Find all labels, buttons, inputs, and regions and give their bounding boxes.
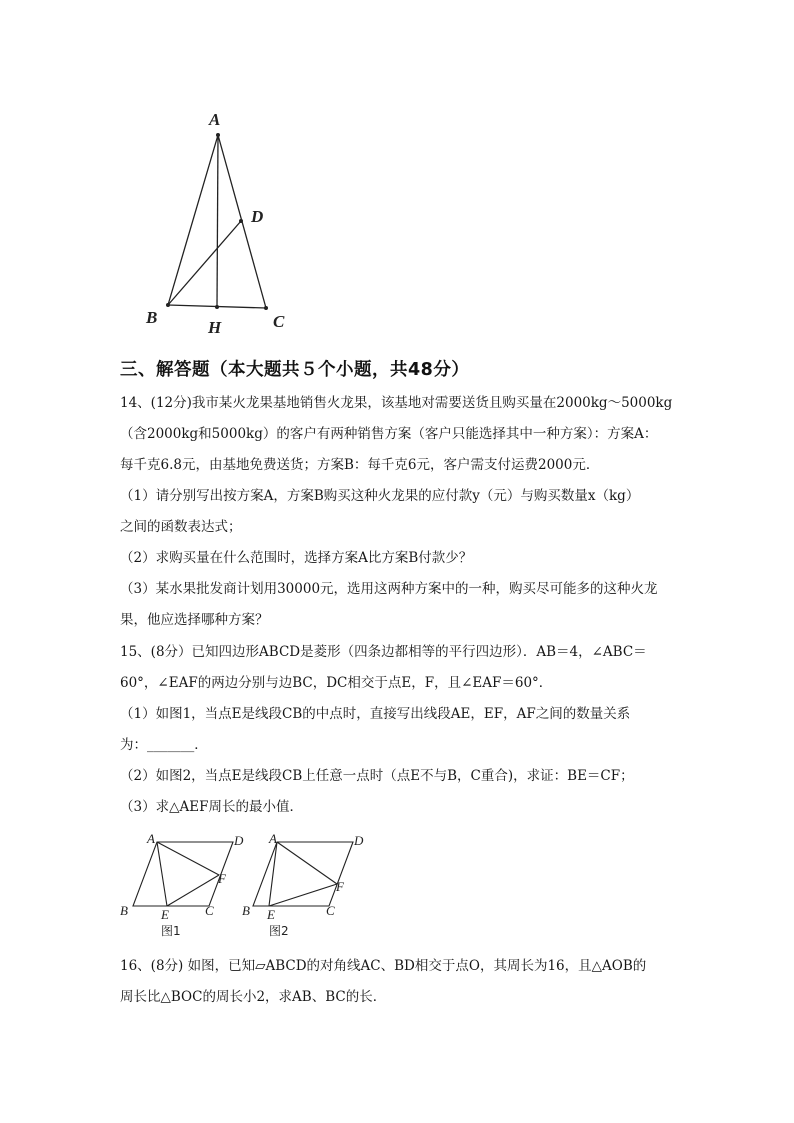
- point-D: [239, 219, 243, 223]
- fig1-label-C: C: [205, 903, 214, 918]
- rhombus-ABCD: [253, 842, 353, 906]
- q14-line-3: 每千克6.8元，由基地免费送货；方案B：每千克6元，客户需支付运费2000元．: [120, 457, 600, 473]
- q15-line-2: 60°，∠EAF的两边分别与边BC，DC相交于点E，F，且∠EAF＝60°．: [120, 675, 553, 691]
- fig2-label-C: C: [326, 903, 335, 918]
- q14-line-4: （1）请分别写出按方案A，方案B购买这种火龙果的应付款y（元）与购买数量x（kg）: [120, 488, 640, 504]
- segment-AF: [277, 842, 337, 884]
- q15-line-6: （3）求△AEF周长的最小值．: [120, 799, 303, 815]
- label-H: H: [208, 318, 222, 337]
- rhombus-figure-2: [235, 830, 375, 942]
- q14-line-1: 14、(12分)我市某火龙果基地销售火龙果，该基地对需要送货且购买量在2000kg～5000kg: [120, 395, 673, 411]
- q14-line-7: （3）某水果批发商计划用30000元，选用这两种方案中的一种，购买尽可能多的这种火龙: [120, 581, 658, 597]
- rhombus-figure-1: [115, 830, 255, 942]
- segment-AH: [217, 135, 218, 307]
- q15-line-1: 15、(8分）已知四边形ABCD是菱形（四条边都相等的平行四边形）．AB＝4，∠ABC＝: [120, 644, 647, 660]
- fig2-label-E: E: [267, 907, 275, 922]
- fig2-caption: 图2: [269, 924, 289, 938]
- fig1-label-A: A: [147, 831, 155, 846]
- section-title: 三、解答题（本大题共５个小题，共48分）: [120, 360, 470, 380]
- point-C: [264, 306, 268, 310]
- q14-line-5: 之间的函数表达式；: [120, 519, 242, 535]
- q14-line-2: （含2000kg和5000kg）的客户有两种销售方案（客户只能选择其中一种方案）：方案A：: [120, 426, 658, 442]
- fig1-label-B: B: [120, 903, 128, 918]
- point-B: [166, 303, 170, 307]
- fig2-label-D: D: [354, 833, 364, 848]
- q15-line-3: （1）如图1，当点E是线段CB的中点时，直接写出线段AE，EF，AF之间的数量关系: [120, 706, 631, 722]
- label-A: A: [209, 110, 221, 129]
- segment-BD: [168, 221, 241, 305]
- segment-AF: [157, 842, 219, 875]
- point-H: [215, 305, 219, 309]
- label-D: D: [251, 207, 264, 226]
- segment-AB: [168, 135, 218, 305]
- fig1-label-D: D: [234, 833, 244, 848]
- fig2-label-F: F: [336, 879, 344, 894]
- fig1-label-F: F: [218, 871, 226, 886]
- q15-line-5: （2）如图2，当点E是线段CB上任意一点时（点E不与B，C重合)，求证：BE＝CF；: [120, 768, 634, 784]
- point-A: [216, 133, 220, 137]
- q16-line-2: 周长比△BOC的周长小2，求AB、BC的长．: [120, 989, 387, 1005]
- fig2-label-A: A: [269, 831, 277, 846]
- fig1-caption: 图1: [161, 924, 181, 938]
- q14-line-8: 果，他应选择哪种方案？: [120, 612, 269, 628]
- fig1-label-E: E: [161, 907, 169, 922]
- triangle-figure: [140, 105, 300, 340]
- q15-line-4: 为：_______．: [120, 737, 208, 753]
- label-B: B: [146, 308, 158, 327]
- label-C: C: [273, 312, 285, 331]
- segment-AE: [157, 842, 167, 906]
- fig2-label-B: B: [242, 903, 250, 918]
- q14-line-6: （2）求购买量在什么范围时，选择方案A比方案B付款少？: [120, 550, 473, 566]
- q16-line-1: 16、(8分) 如图，已知▱ABCD的对角线AC、BD相交于点O，其周长为16，且△AOB的: [120, 958, 647, 974]
